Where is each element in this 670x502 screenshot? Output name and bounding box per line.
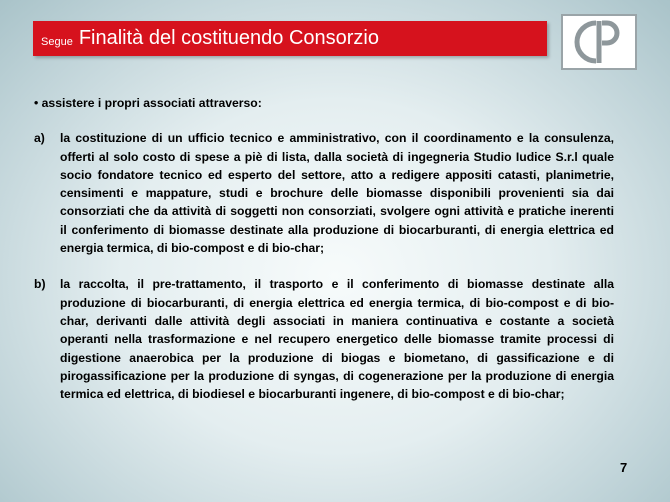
list-item-b — [34, 275, 614, 403]
cp-monogram-logo — [561, 14, 637, 70]
cp-logo-icon — [563, 16, 635, 68]
page-number: 7 — [620, 460, 628, 475]
list-item-a — [34, 129, 614, 257]
slide-content — [34, 94, 614, 421]
list-marker: b) — [34, 277, 46, 292]
title-bar — [33, 21, 547, 56]
list-item-text: la costituzione di un ufficio tecnico e amministrativo, con il coordinamento e la consulenza, offerti al solo costo di spese a piè di lista, dalla società di ingegneria Studio Iudice S.r.l quale socio fondatore tecnico ed esperto del settore, atto a redigere appositi catasti, planimetrie, censimenti e mappature, studi e brochure delle biomasse disponibili provenienti sia dai consorziati che da attività di soggetti non consorziati, svolgere ogni attività e pratiche inerenti il conferimento di biomasse destinate alla produzione di biocarburanti, di energia elettrica ed energia termica, di bio-compost e di bio-char; — [60, 131, 614, 256]
segue-label: Segue — [41, 35, 73, 48]
intro-bullet: • assistere i propri associati attraverso: — [34, 96, 262, 110]
slide-title: Finalità del costituendo Consorzio — [78, 27, 379, 49]
list-marker: a) — [34, 131, 45, 146]
list-item-text: la raccolta, il pre-trattamento, il trasporto e il conferimento di biomasse destinate alla produzione di biocarburanti, di energia elettrica ed energia termica, di bio-compost e di bio-char, derivanti dalle attività degli associati in maniera continuativa e costante a società operanti nella trasformazione e nel recupero energetico delle biomasse tramite processi di digestione anaerobica per la produzione di biogas e biometano, di gassificazione e di pirogassificazione per la produzione di syngas, di cogenerazione per la produzione di energia termica ed elettrica, di biodiesel e biocarburanti ingenere, di bio-compost e di bio-char; — [60, 277, 614, 402]
